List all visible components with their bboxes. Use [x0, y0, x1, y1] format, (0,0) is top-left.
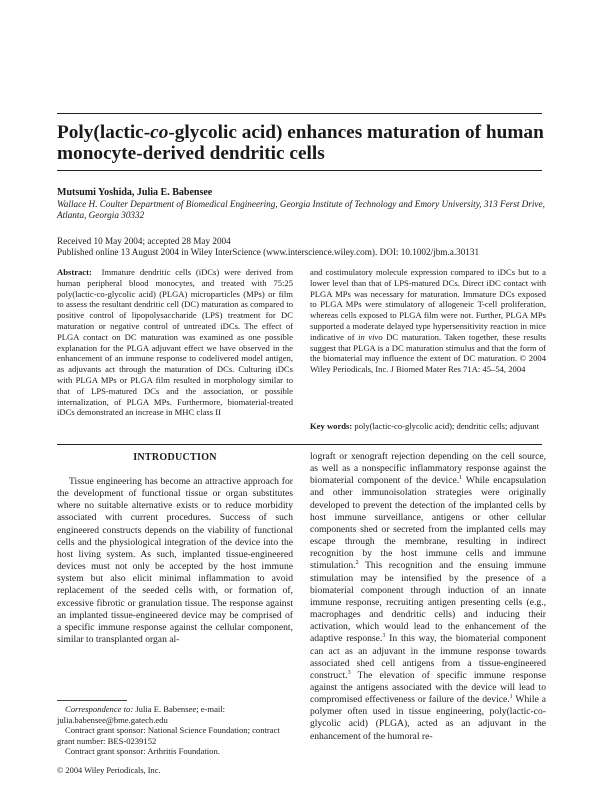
reference-marker: 3 — [382, 633, 386, 640]
reference-marker: 2 — [355, 560, 359, 567]
introduction-left-column — [57, 476, 293, 646]
abstract-left-column — [57, 267, 293, 418]
top-rule — [57, 113, 542, 114]
publication-dates — [57, 236, 547, 258]
introduction-heading: INTRODUCTION — [133, 452, 217, 463]
grant-note-1: Contract grant sponsor: National Science Foundation; contract grant number: BES-0239152 — [57, 725, 280, 746]
reference-marker: 1 — [459, 475, 463, 482]
abstract-label: Abstract: — [57, 267, 92, 277]
author-affiliation: Wallace H. Coulter Department of Biomedical Engineering, Georgia Institute of Technology and Emory University, 313 Ferst Drive, Atlanta, Georgia 30332 — [57, 199, 545, 220]
correspondence-note: Correspondence to: Julia E. Babensee; e-mail: julia.babensee@bme.gatech.edu — [57, 704, 226, 725]
abstract-right-column: and costimulatory molecule expression compared to iDCs but to a lower level than that of LPS-matured DCs. Direct iDC contact with PLGA MPs was necessary for maturation. Immature DCs exposed to PLGA MPs were stimulatory of allogeneic T-cell proliferation, whereas cells exposed to PLGA film were not. Further, PLGA MPs supported a moderate delayed type hypersensitivity reaction in mice indicative of in vivo DC maturation. Taken together, these results suggest that PLGA is a DC maturation stimulus and that the form of the biomaterial may influence the extent of DC maturation. © 2004 Wiley Periodicals, Inc. J Biomed Mater Res 71A: 45–54, 2004 — [310, 267, 546, 375]
reference-marker: 1 — [509, 693, 513, 700]
title-rule — [57, 170, 542, 171]
footnotes — [57, 704, 293, 757]
abstract-rule — [57, 444, 542, 445]
copyright-notice: © 2004 Wiley Periodicals, Inc. — [57, 766, 161, 775]
keywords-text: poly(lactic-co-glycolic acid); dendritic cells; adjuvant — [354, 421, 540, 431]
article-title: Poly(lactic-co-glycolic acid) enhances maturation of human monocyte-derived dendritic cells — [57, 122, 544, 164]
grant-note-2: Contract grant sponsor: Arthritis Foundation. — [65, 746, 220, 756]
received-date: Received 10 May 2004; accepted 28 May 2004 — [57, 236, 231, 246]
abstract-text-left: Immature dendritic cells (iDCs) were derived from human peripheral blood monocytes, and treated with 75:25 poly(lactic-co-glycolic acid) (PLGA) microparticles (MPs) or film to assess the resultant dendritic cell (DC) maturation as compared to positive control of lipopolysaccharide (LPS) treatment for DC maturation or negative control of untreated iDCs. The effect of PLGA contact on DC maturation was examined as one possible explanation for the PLGA adjuvant effect we have observed in the enhancement of an immune response to codelivered model antigen, as adjuvants act through the maturation of DCs. Culturing iDCs with PLGA MPs or PLGA film resulted in morphology similar to that of LPS-matured DCs and the association, or possible internalization, of PLGA MPs. Furthermore, biomaterial-treated iDCs demonstrated an increase in MHC class II — [57, 267, 294, 418]
published-online: Published online 13 August 2004 in Wiley InterScience (www.interscience.wiley.com). DOI: 10.1002/jbm.a.30131 — [57, 247, 480, 257]
author-list: Mutsumi Yoshida, Julia E. Babensee — [57, 187, 213, 198]
keywords — [310, 421, 546, 432]
intro-paragraph-1: Tissue engineering has become an attractive approach for the development of functional tissue or organ substitutes where no suitable alternative exists or to reduce morbidity associated with current procedures. Success of such engineered constructs depends on the viability of functional cells and the physiological integration of the device into the host living system. As such, implanted tissue-engineered devices must not only be accepted by the host immune system but also elicit minimal inflammation to avoid replacement of the seeded cells with, or formation of, excessive fibrotic or granulation tissue. The response against an implanted tissue-engineered device may be comprised of a specific immune response against the cellular component, similar to transplanted organ al- — [57, 476, 293, 646]
reference-marker: 3 — [347, 669, 351, 676]
keywords-label: Key words: — [310, 421, 353, 431]
introduction-right-column: lograft or xenograft rejection depending on the cell source, as well as a nonspecific inflammatory response against the biomaterial component of the device.$^1$ While encapsulation and other immunoisolation strategies were originally developed to prevent the detection of the implanted cells by host immune surveillance, antigens or other cellular components shed or secreted from the implanted cells may escape through the membrane, resulting in indirect recognition by the host immune cells and immune stimulation.$^2$ This recognition and the ensuing immune stimulation may be intensified by the presence of a biomaterial component through induction of an innate immune response, recruiting antigen presenting cells (e.g., macrophages and dendritic cells) and inducing their activation, which would lead to the enhancement of the adaptive response.$^3$ In this way, the biomaterial component can act as an adjuvant in the immune response towards associated shed cell antigens from a tissue-engineered construct.$^3$ The elevation of specific immune response against the antigens associated with the device will lead to compromised effectiveness or failure of the device.$^1$ While a polymer often used in tissue engineering, poly(lactic-co-glycolic acid) (PLGA), acted as an adjuvant in the enhancement of the humoral re- — [310, 451, 546, 742]
footnote-rule — [57, 700, 127, 701]
